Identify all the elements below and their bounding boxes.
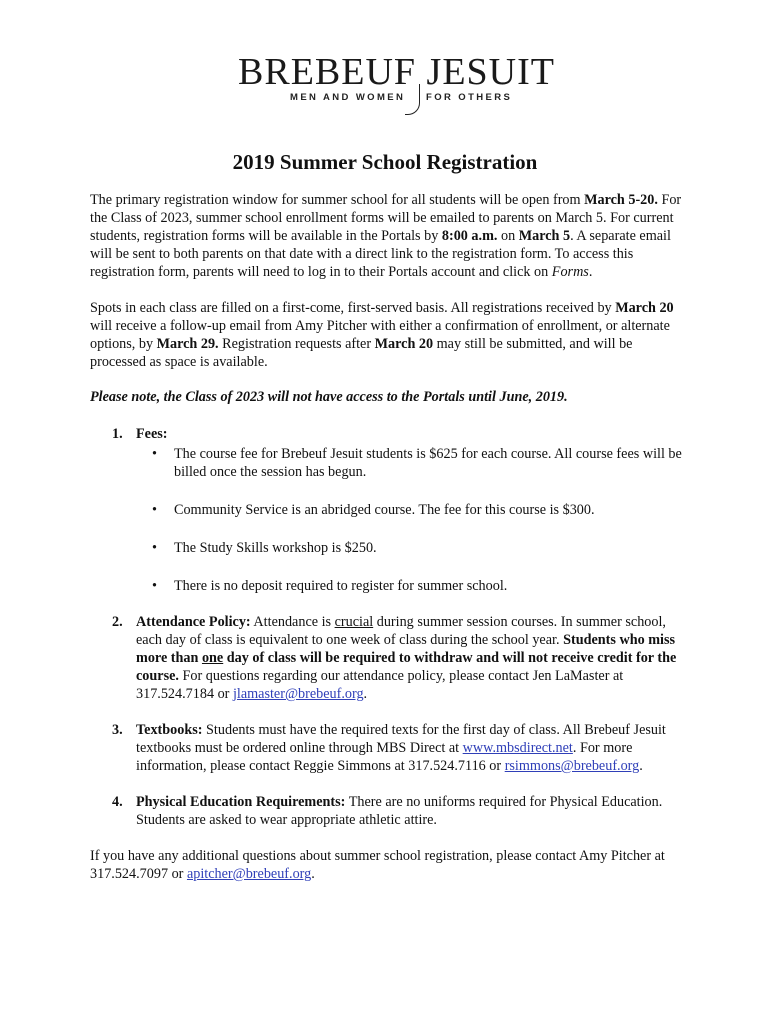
apitcher-email-link[interactable]: apitcher@brebeuf.org (186, 866, 312, 882)
logo-tagline-left: MEN AND WOMEN (290, 92, 406, 103)
spots-text-3: Registration requests after (218, 336, 375, 352)
document-body (90, 191, 690, 883)
rsimmons-email-link[interactable]: rsimmons@brebeuf.org (504, 758, 640, 774)
list-item (136, 501, 690, 519)
logo-wordmark: BREBEUF JESUIT (238, 51, 555, 93)
closing-text-1: If you have any additional questions about summer school registration, please contact Amy Pitcher at 317.524.7097 or (90, 848, 665, 882)
list-item (136, 445, 690, 481)
attendance-text-1: Attendance is (250, 614, 335, 630)
closing-text-2: . (311, 866, 315, 882)
list-number: 2. (112, 614, 123, 630)
pe-heading: Physical Education Requirements: (136, 794, 346, 810)
attendance-bold-1: Students who miss more than (136, 632, 676, 666)
attendance-heading: Attendance Policy: (136, 614, 251, 630)
intro-forms: Forms (551, 264, 589, 280)
mbsdirect-link[interactable]: www.mbsdirect.net (462, 740, 573, 756)
fees-section (90, 425, 690, 595)
textbooks-text-2: . For more information, please contact Reggie Simmons at 317.524.7116 or (136, 740, 633, 774)
school-logo (238, 50, 555, 120)
list-number: 3. (112, 722, 123, 738)
fees-heading: Fees: (136, 426, 168, 442)
bullet-icon: • (152, 446, 157, 462)
fee-item-text: The Study Skills workshop is $250. (174, 540, 377, 556)
list-item (136, 577, 690, 595)
intro-text-5: . (588, 264, 593, 280)
spots-text-1: Spots in each class are filled on a first-come, first-served basis. All registrations received by (90, 300, 616, 316)
pe-text: There are no uniforms required for Physical Education. Students are asked to wear appropriate athletic attire. (136, 794, 663, 828)
spots-date-1: March 20 (615, 300, 674, 316)
attendance-bold-2: day of class will be required to withdraw and will not receive credit for the course. (136, 650, 677, 684)
intro-date: March 5 (518, 228, 571, 244)
spots-text-4: may still be submitted, and will be processed as space is available. (90, 336, 633, 370)
fee-item-text: Community Service is an abridged course. The fee for this course is $300. (174, 502, 595, 518)
list-number: 4. (112, 794, 123, 810)
pe-section (90, 793, 690, 829)
fee-item-text: There is no deposit required to register for summer school. (174, 578, 508, 594)
spots-date-2: March 29. (156, 336, 219, 352)
attendance-text-4: . (363, 686, 368, 702)
attendance-crucial: crucial (334, 614, 374, 630)
fee-item-text: The course fee for Brebeuf Jesuit students is $625 for each course. All course fees will be billed once the session has begun. (174, 446, 682, 480)
portals-note: Please note, the Class of 2023 will not have access to the Portals until June, 2019. (90, 389, 568, 405)
list-number: 1. (112, 426, 123, 442)
intro-text-1: The primary registration window for summer school for all students will be open from (90, 192, 585, 208)
intro-date-range: March 5-20. (584, 192, 658, 208)
logo-tagline-right: FOR OTHERS (426, 92, 513, 103)
spots-date-3: March 20 (374, 336, 434, 352)
spots-text-2: will receive a follow-up email from Amy Pitcher with either a confirmation of enrollment, or alternate options, by (90, 318, 670, 352)
policy-list (90, 425, 690, 829)
intro-text-4: . A separate email will be sent to both parents on that date with a direct link to the registration form. To access this registration form, parents will need to log in to their Portals account and click on (90, 228, 671, 280)
bullet-icon: • (152, 540, 157, 556)
attendance-text-3: For questions regarding our attendance policy, please contact Jen LaMaster at 317.524.7184 or (136, 668, 624, 702)
jlamaster-email-link[interactable]: jlamaster@brebeuf.org (232, 686, 364, 702)
textbooks-text-3: . (639, 758, 643, 774)
intro-time: 8:00 a.m. (441, 228, 498, 244)
bullet-icon: • (152, 502, 157, 518)
intro-text-3: on (497, 228, 519, 244)
intro-paragraph (90, 191, 690, 281)
fees-bullets (136, 445, 690, 595)
spots-paragraph (90, 299, 690, 371)
page-title: 2019 Summer School Registration (232, 150, 538, 174)
textbooks-heading: Textbooks: (136, 722, 203, 738)
attendance-one: one (201, 650, 224, 666)
list-item (136, 539, 690, 557)
textbooks-section (90, 721, 690, 775)
attendance-text-2: during summer session courses. In summer school, each day of class is equivalent to one week of class during the school year. (136, 614, 666, 648)
textbooks-text-1: Students must have the required texts for the first day of class. All Brebeuf Jesuit textbooks must be ordered online through MBS Direct at (136, 722, 666, 756)
intro-text-2: For the Class of 2023, summer school enrollment forms will be emailed to parents on March 5. For current students, registration forms will be available in the Portals by (90, 192, 682, 244)
bullet-icon: • (152, 578, 157, 594)
closing-paragraph (90, 847, 690, 883)
attendance-section (90, 613, 690, 703)
